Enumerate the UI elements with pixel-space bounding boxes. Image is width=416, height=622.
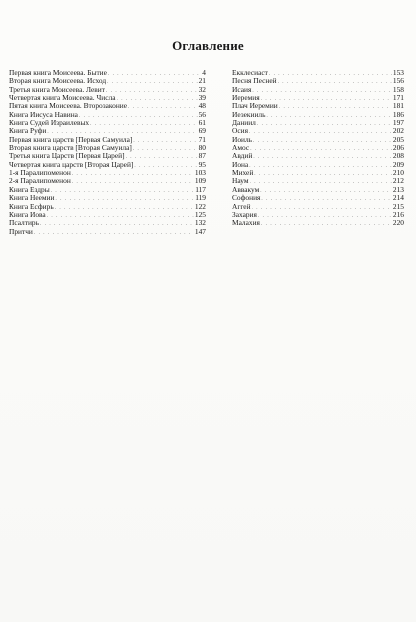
- toc-entry-page: 61: [198, 118, 206, 128]
- toc-entry-page: 21: [198, 76, 206, 86]
- toc-entry-page: 171: [392, 93, 404, 103]
- toc-entry-title: Книга Руфи: [9, 126, 47, 136]
- dot-leader: [261, 219, 392, 229]
- toc-entry-title: Четвертая книга Моисеева. Числа: [9, 93, 116, 103]
- toc-entry-page: 205: [392, 134, 404, 144]
- toc-entry-page: 202: [392, 126, 404, 136]
- toc-entry-title: Аггей: [232, 201, 251, 211]
- toc-entry-title: Авдий: [232, 151, 253, 161]
- toc-entry-title: Книга Неемии: [9, 193, 55, 203]
- toc-entry: [232, 194, 404, 202]
- toc-entry-page: 220: [392, 218, 404, 228]
- toc-entry-title: Притчи: [9, 226, 33, 236]
- toc-entry-page: 119: [195, 193, 206, 203]
- toc-entry-page: 153: [392, 68, 404, 77]
- toc-entry-page: 71: [198, 134, 206, 144]
- toc-entry: [232, 144, 404, 152]
- toc-entry-page: 214: [392, 193, 404, 203]
- toc-entry-page: 215: [392, 201, 404, 211]
- toc-entry-title: Четвертая книга царств [Вторая Царей]: [9, 159, 134, 169]
- toc-entry-page: 156: [392, 76, 404, 86]
- toc-entry: [232, 77, 404, 85]
- toc-entry: [232, 203, 404, 211]
- toc-entry-page: 125: [194, 209, 206, 219]
- toc-entry-title: Исаия: [232, 84, 252, 94]
- toc-entry-title: 2-я Паралипоменон: [9, 176, 71, 186]
- toc-entry-page: 147: [194, 226, 206, 236]
- toc-entry: [232, 169, 404, 177]
- toc-entry-title: Осия: [232, 126, 248, 136]
- toc-entry: [232, 219, 404, 227]
- toc-entry-title: Иоиль: [232, 134, 253, 144]
- toc-entry-title: Наум: [232, 176, 249, 186]
- toc-entry: [232, 111, 404, 119]
- toc-entry-page: 181: [392, 101, 404, 111]
- toc-entry-title: Малахия: [232, 218, 260, 228]
- toc-entry: [9, 219, 206, 227]
- toc-right-column: [232, 69, 404, 228]
- toc-entry-title: Третья книга Царств [Первая Царей]: [9, 151, 125, 161]
- toc-entry-page: 206: [392, 143, 404, 153]
- toc-entry-page: 32: [198, 84, 206, 94]
- toc-entry-title: Первая книга царств [Первая Самуила]: [9, 134, 133, 144]
- toc-entry-page: 95: [198, 159, 206, 169]
- dot-leader: [34, 228, 194, 238]
- toc-entry-title: Иона: [232, 159, 249, 169]
- toc-entry-page: 69: [198, 126, 206, 136]
- toc-entry-page: 132: [194, 218, 206, 228]
- toc-entry-title: Книга Иова: [9, 209, 46, 219]
- toc-entry-page: 39: [198, 93, 206, 103]
- toc-entry-title: Иезекииль: [232, 109, 266, 119]
- toc-entry-page: 87: [198, 151, 206, 161]
- toc-entry-page: 122: [194, 201, 206, 211]
- toc-entry-page: 213: [392, 184, 404, 194]
- toc-entry-page: 80: [198, 143, 206, 153]
- toc-entry-page: 117: [195, 184, 206, 194]
- toc-entry: [232, 161, 404, 169]
- toc-entry-title: Вторая книга Моисеева. Исход: [9, 76, 107, 86]
- toc-entry-title: Вторая книга царств [Вторая Самуила]: [9, 143, 132, 153]
- toc-entry-page: 158: [392, 84, 404, 94]
- toc-entry-title: Амос: [232, 143, 250, 153]
- toc-entry-title: Аввакум: [232, 184, 260, 194]
- toc-entry-title: Первая книга Моисеева. Бытие: [9, 68, 107, 77]
- toc-entry-title: Третья книга Моисеева. Левит: [9, 84, 105, 94]
- toc-entry-title: Плач Иеремии: [232, 101, 278, 111]
- toc-entry-title: Захария: [232, 209, 257, 219]
- page-title: Оглавление: [172, 38, 244, 53]
- toc-entry-title: Иеремия: [232, 93, 260, 103]
- toc-entry-page: 109: [194, 176, 206, 186]
- toc-entry: [232, 152, 404, 160]
- toc-entry-page: 48: [198, 101, 206, 111]
- toc-entry-page: 216: [392, 209, 404, 219]
- toc-entry-title: Книга Судей Израилевых: [9, 118, 90, 128]
- toc-entry-page: 212: [392, 176, 404, 186]
- toc-entry-title: Книга Иисуса Навина: [9, 109, 78, 119]
- toc-entry-page: 103: [194, 168, 206, 178]
- toc-entry-page: 186: [392, 109, 404, 119]
- toc-entry-title: Псалтирь: [9, 218, 39, 228]
- toc-entry-title: Книга Есфирь: [9, 201, 54, 211]
- toc-entry-page: 197: [392, 118, 404, 128]
- toc-entry: [232, 136, 404, 144]
- toc-entry-title: Книга Ездры: [9, 184, 50, 194]
- toc-entry: [232, 119, 404, 127]
- toc-entry-page: 56: [198, 109, 206, 119]
- toc-entry-title: Даниил: [232, 118, 256, 128]
- toc-left-column: [9, 69, 206, 236]
- toc-entry-title: Софония: [232, 193, 261, 203]
- toc-entry: [232, 127, 404, 135]
- toc-entry: [9, 228, 206, 236]
- toc-entry-page: 208: [392, 151, 404, 161]
- toc-entry-page: 4: [202, 68, 206, 77]
- toc-entry-page: 209: [392, 159, 404, 169]
- toc-entry-title: 1-я Паралипоменон: [9, 168, 71, 178]
- toc-entry-title: Екклесиаст: [232, 68, 268, 77]
- toc-entry-title: Пятая книга Моисеева. Второзаконие: [9, 101, 128, 111]
- toc-entry-title: Песня Песней: [232, 76, 277, 86]
- toc-entry-page: 210: [392, 168, 404, 178]
- toc-entry-title: Михей: [232, 168, 254, 178]
